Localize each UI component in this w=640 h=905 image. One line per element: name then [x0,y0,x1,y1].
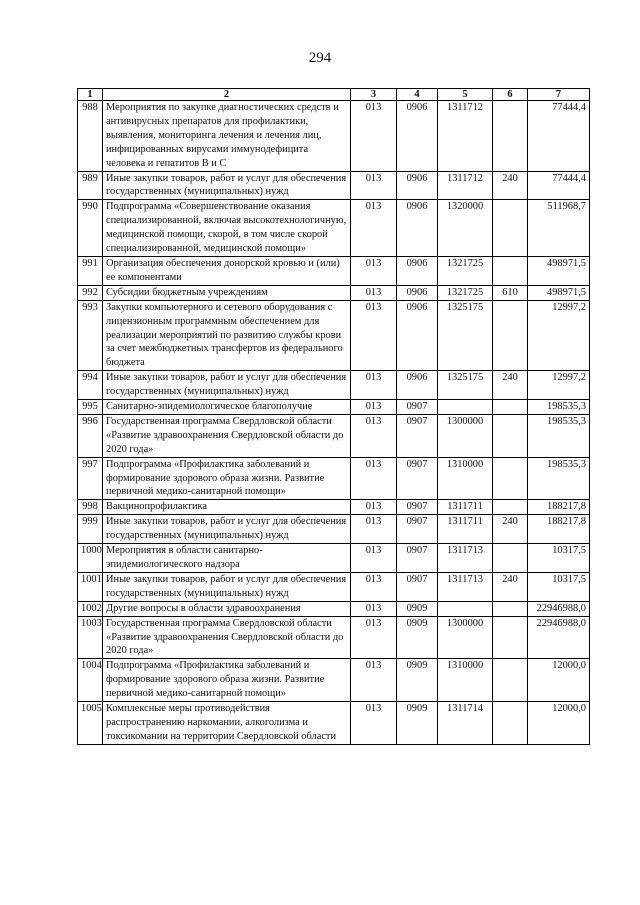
row-section-code: 0906 [397,101,438,172]
table-row [78,371,590,400]
row-admin-code: 013 [351,572,397,601]
table-row [78,544,590,573]
row-expense-type [493,500,528,515]
row-target-code: 1311713 [438,572,493,601]
row-expense-type [493,457,528,500]
row-amount: 188217,8 [528,500,590,515]
row-section-code: 0907 [397,572,438,601]
row-expense-type [493,400,528,415]
row-name: Вакцинопрофилактика [103,500,351,515]
row-target-code: 1321725 [438,256,493,285]
row-admin-code: 013 [351,500,397,515]
row-number: 1003 [78,616,103,659]
row-target-code: 1325175 [438,300,493,371]
row-section-code: 0909 [397,616,438,659]
row-name: Подпрограмма «Профилактика заболеваний и формирование здорового образа жизни. Развитие первичной медико-санитарной помощи» [103,659,351,702]
header-row [78,89,590,101]
row-amount: 77444,4 [528,101,590,172]
row-admin-code: 013 [351,457,397,500]
row-number: 989 [78,171,103,200]
row-target-code: 1311712 [438,101,493,172]
row-target-code: 1325175 [438,371,493,400]
row-admin-code: 013 [351,515,397,544]
table-row [78,659,590,702]
row-admin-code: 013 [351,300,397,371]
row-name: Организация обеспечения донорской кровью и (или) ее компонентами [103,256,351,285]
row-target-code: 1310000 [438,457,493,500]
row-admin-code: 013 [351,659,397,702]
row-admin-code: 013 [351,285,397,300]
row-number: 1000 [78,544,103,573]
row-target-code: 1311712 [438,171,493,200]
row-target-code [438,400,493,415]
row-name: Иные закупки товаров, работ и услуг для обеспечения государственных (муниципальных) нужд [103,515,351,544]
row-section-code: 0907 [397,544,438,573]
row-amount: 188217,8 [528,515,590,544]
row-target-code: 1310000 [438,659,493,702]
row-expense-type [493,414,528,457]
column-header: 3 [351,89,397,101]
row-expense-type [493,256,528,285]
row-number: 993 [78,300,103,371]
row-amount: 22946988,0 [528,601,590,616]
row-number: 999 [78,515,103,544]
table-row [78,256,590,285]
row-number: 997 [78,457,103,500]
row-expense-type [493,300,528,371]
row-section-code: 0906 [397,300,438,371]
row-section-code: 0907 [397,457,438,500]
row-amount: 12997,2 [528,371,590,400]
row-admin-code: 013 [351,616,397,659]
row-target-code: 1311711 [438,500,493,515]
row-number: 992 [78,285,103,300]
column-header: 1 [78,89,103,101]
row-admin-code: 013 [351,371,397,400]
row-name: Государственная программа Свердловской области «Развитие здравоохранения Свердловской области до 2020 года» [103,616,351,659]
table-row [78,171,590,200]
row-admin-code: 013 [351,400,397,415]
row-admin-code: 013 [351,544,397,573]
table-row [78,200,590,257]
row-target-code: 1300000 [438,414,493,457]
row-expense-type: 240 [493,371,528,400]
row-section-code: 0906 [397,200,438,257]
column-header: 7 [528,89,590,101]
row-number: 1001 [78,572,103,601]
row-number: 1005 [78,702,103,745]
row-section-code: 0907 [397,500,438,515]
table-row [78,572,590,601]
row-section-code: 0907 [397,515,438,544]
row-expense-type [493,544,528,573]
row-number: 988 [78,101,103,172]
table-row [78,515,590,544]
row-target-code [438,601,493,616]
row-amount: 511968,7 [528,200,590,257]
row-section-code: 0909 [397,659,438,702]
row-expense-type: 240 [493,171,528,200]
table-row [78,285,590,300]
row-section-code: 0907 [397,400,438,415]
row-admin-code: 013 [351,414,397,457]
row-section-code: 0909 [397,702,438,745]
row-amount: 12000,0 [528,659,590,702]
row-section-code: 0909 [397,601,438,616]
row-name: Мероприятия по закупке диагностических средств и антивирусных препаратов для профилактики, выявления, мониторинга лечения и лечения лиц, инфицированных вирусами иммунодефицита человека и гепатитов В и С [103,101,351,172]
row-name: Санитарно-эпидемиологическое благополучие [103,400,351,415]
table-row [78,702,590,745]
table-row [78,400,590,415]
column-header: 2 [103,89,351,101]
row-name: Мероприятия в области санитарно-эпидемиологического надзора [103,544,351,573]
row-target-code: 1300000 [438,616,493,659]
row-number: 995 [78,400,103,415]
row-name: Иные закупки товаров, работ и услуг для обеспечения государственных (муниципальных) нужд [103,171,351,200]
row-expense-type [493,200,528,257]
row-name: Субсидии бюджетным учреждениям [103,285,351,300]
row-admin-code: 013 [351,200,397,257]
row-expense-type [493,616,528,659]
row-name: Иные закупки товаров, работ и услуг для обеспечения государственных (муниципальных) нужд [103,572,351,601]
row-number: 1004 [78,659,103,702]
column-header: 5 [438,89,493,101]
row-amount: 498971,5 [528,256,590,285]
table-row [78,500,590,515]
table-row [78,101,590,172]
row-section-code: 0906 [397,256,438,285]
row-name: Закупки компьютерного и сетевого оборудования с лицензионным программным обеспечением для реализации мероприятий по развитию службы крови за счет межбюджетных трансфертов из федерального бюджета [103,300,351,371]
table-row [78,414,590,457]
row-expense-type: 240 [493,515,528,544]
row-section-code: 0906 [397,285,438,300]
row-amount: 198535,3 [528,457,590,500]
row-admin-code: 013 [351,101,397,172]
table-row [78,601,590,616]
row-number: 998 [78,500,103,515]
table-row [78,616,590,659]
row-expense-type [493,702,528,745]
row-admin-code: 013 [351,702,397,745]
row-name: Другие вопросы в области здравоохранения [103,601,351,616]
row-amount: 10317,5 [528,544,590,573]
row-amount: 498971,5 [528,285,590,300]
table-body [78,101,590,745]
row-section-code: 0907 [397,414,438,457]
row-section-code: 0906 [397,171,438,200]
row-amount: 198535,3 [528,414,590,457]
page-number: 294 [308,50,332,66]
row-amount: 10317,5 [528,572,590,601]
row-number: 991 [78,256,103,285]
row-section-code: 0906 [397,371,438,400]
row-amount: 12000,0 [528,702,590,745]
row-amount: 22946988,0 [528,616,590,659]
row-target-code: 1311713 [438,544,493,573]
row-name: Подпрограмма «Совершенствование оказания специализированной, включая высокотехнологичную, медицинской помощи, скорой, в том числе скорой специализированной, медицинской помощи» [103,200,351,257]
row-target-code: 1320000 [438,200,493,257]
row-amount: 198535,3 [528,400,590,415]
row-amount: 12997,2 [528,300,590,371]
row-expense-type [493,101,528,172]
row-target-code: 1321725 [438,285,493,300]
column-header: 6 [493,89,528,101]
row-target-code: 1311711 [438,515,493,544]
table-row [78,457,590,500]
row-expense-type: 610 [493,285,528,300]
row-name: Государственная программа Свердловской области «Развитие здравоохранения Свердловской области до 2020 года» [103,414,351,457]
row-admin-code: 013 [351,256,397,285]
row-number: 994 [78,371,103,400]
row-amount: 77444,4 [528,171,590,200]
row-name: Комплексные меры противодействия распространению наркомании, алкоголизма и токсикомании на территории Свердловской области [103,702,351,745]
row-target-code: 1311714 [438,702,493,745]
row-expense-type [493,601,528,616]
row-admin-code: 013 [351,171,397,200]
row-number: 990 [78,200,103,257]
row-expense-type: 240 [493,572,528,601]
row-name: Иные закупки товаров, работ и услуг для обеспечения государственных (муниципальных) нужд [103,371,351,400]
row-number: 996 [78,414,103,457]
budget-table [77,88,590,745]
table-row [78,300,590,371]
row-number: 1002 [78,601,103,616]
row-name: Подпрограмма «Профилактика заболеваний и формирование здорового образа жизни. Развитие первичной медико-санитарной помощи» [103,457,351,500]
row-expense-type [493,659,528,702]
row-admin-code: 013 [351,601,397,616]
column-header: 4 [397,89,438,101]
